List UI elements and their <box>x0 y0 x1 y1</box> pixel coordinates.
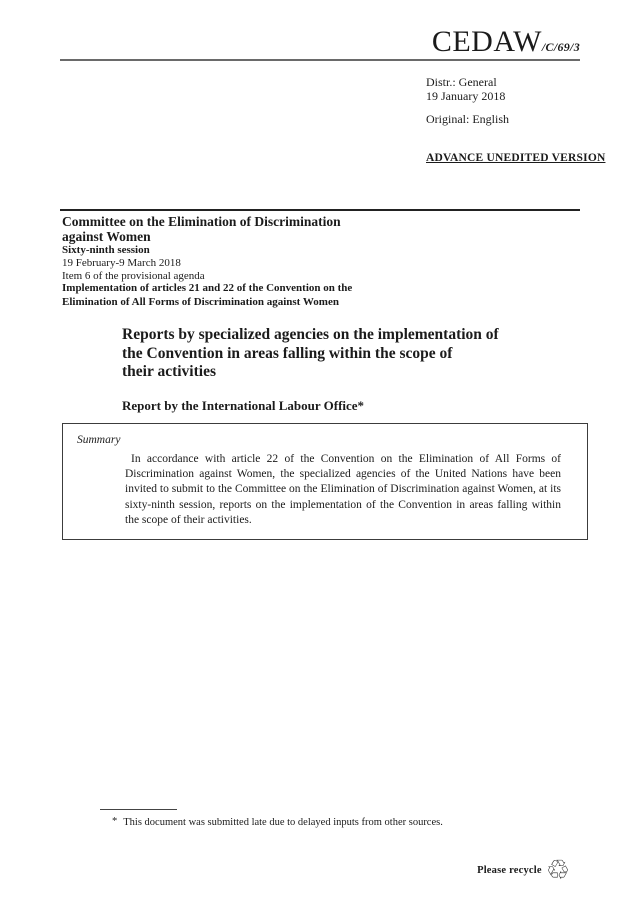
agenda-title-line-1: Implementation of articles 21 and 22 of the Convention on the <box>62 282 353 295</box>
committee-name-line-1: Committee on the Elimination of Discrimination <box>62 214 341 229</box>
distribution-date: 19 January 2018 <box>426 88 506 103</box>
advance-unedited-notice: ADVANCE UNEDITED VERSION <box>426 151 606 164</box>
session-dates: 19 February-9 March 2018 <box>62 256 181 269</box>
recycle-mark <box>477 853 570 887</box>
committee-name <box>62 214 422 244</box>
document-subtitle: Report by the International Labour Office* <box>122 397 365 413</box>
title-block <box>122 326 582 414</box>
summary-label: Summary <box>77 434 121 446</box>
document-title <box>122 326 582 382</box>
document-title-line-1: Reports by specialized agencies on the implementation of <box>122 326 499 343</box>
header-rule <box>60 59 580 61</box>
recycle-icon: ♲ <box>545 854 570 886</box>
session-header <box>62 214 422 309</box>
summary-text: In accordance with article 22 of the Convention on the Elimination of All Forms of Discrimination against Women, the specialized agencies of the United Nations have been invited to submit to the Committee on the Elimination of Discrimination against Women, at its sixty-ninth session, reports on the implementation of the Convention in areas falling within the scope of their activities. <box>125 453 561 526</box>
footnote-text: This document was submitted late due to delayed inputs from other sources. <box>123 817 443 828</box>
footnote-marker: * <box>112 816 118 827</box>
agenda-item: Item 6 of the provisional agenda <box>62 269 205 282</box>
document-symbol-suffix: /C/69/3 <box>541 40 580 54</box>
original-language: Original: English <box>426 112 509 126</box>
document-symbol <box>60 27 580 57</box>
document-symbol-main: CEDAW <box>431 25 542 58</box>
distribution-type: Distr.: General <box>426 75 497 89</box>
recycle-label: Please recycle <box>477 864 542 876</box>
summary-box <box>62 423 588 540</box>
committee-rule <box>60 209 580 211</box>
document-title-line-3: their activities <box>122 363 216 380</box>
footnote <box>112 816 562 829</box>
document-title-line-2: the Convention in areas falling within the scope of <box>122 344 453 362</box>
session-name: Sixty-ninth session <box>62 244 150 256</box>
distribution-block <box>426 76 605 165</box>
footnote-rule <box>100 809 177 810</box>
agenda-title-line-2: Elimination of All Forms of Discrimination against Women <box>62 295 339 308</box>
agenda-title <box>62 282 422 308</box>
committee-name-line-2: against Women <box>62 229 151 244</box>
